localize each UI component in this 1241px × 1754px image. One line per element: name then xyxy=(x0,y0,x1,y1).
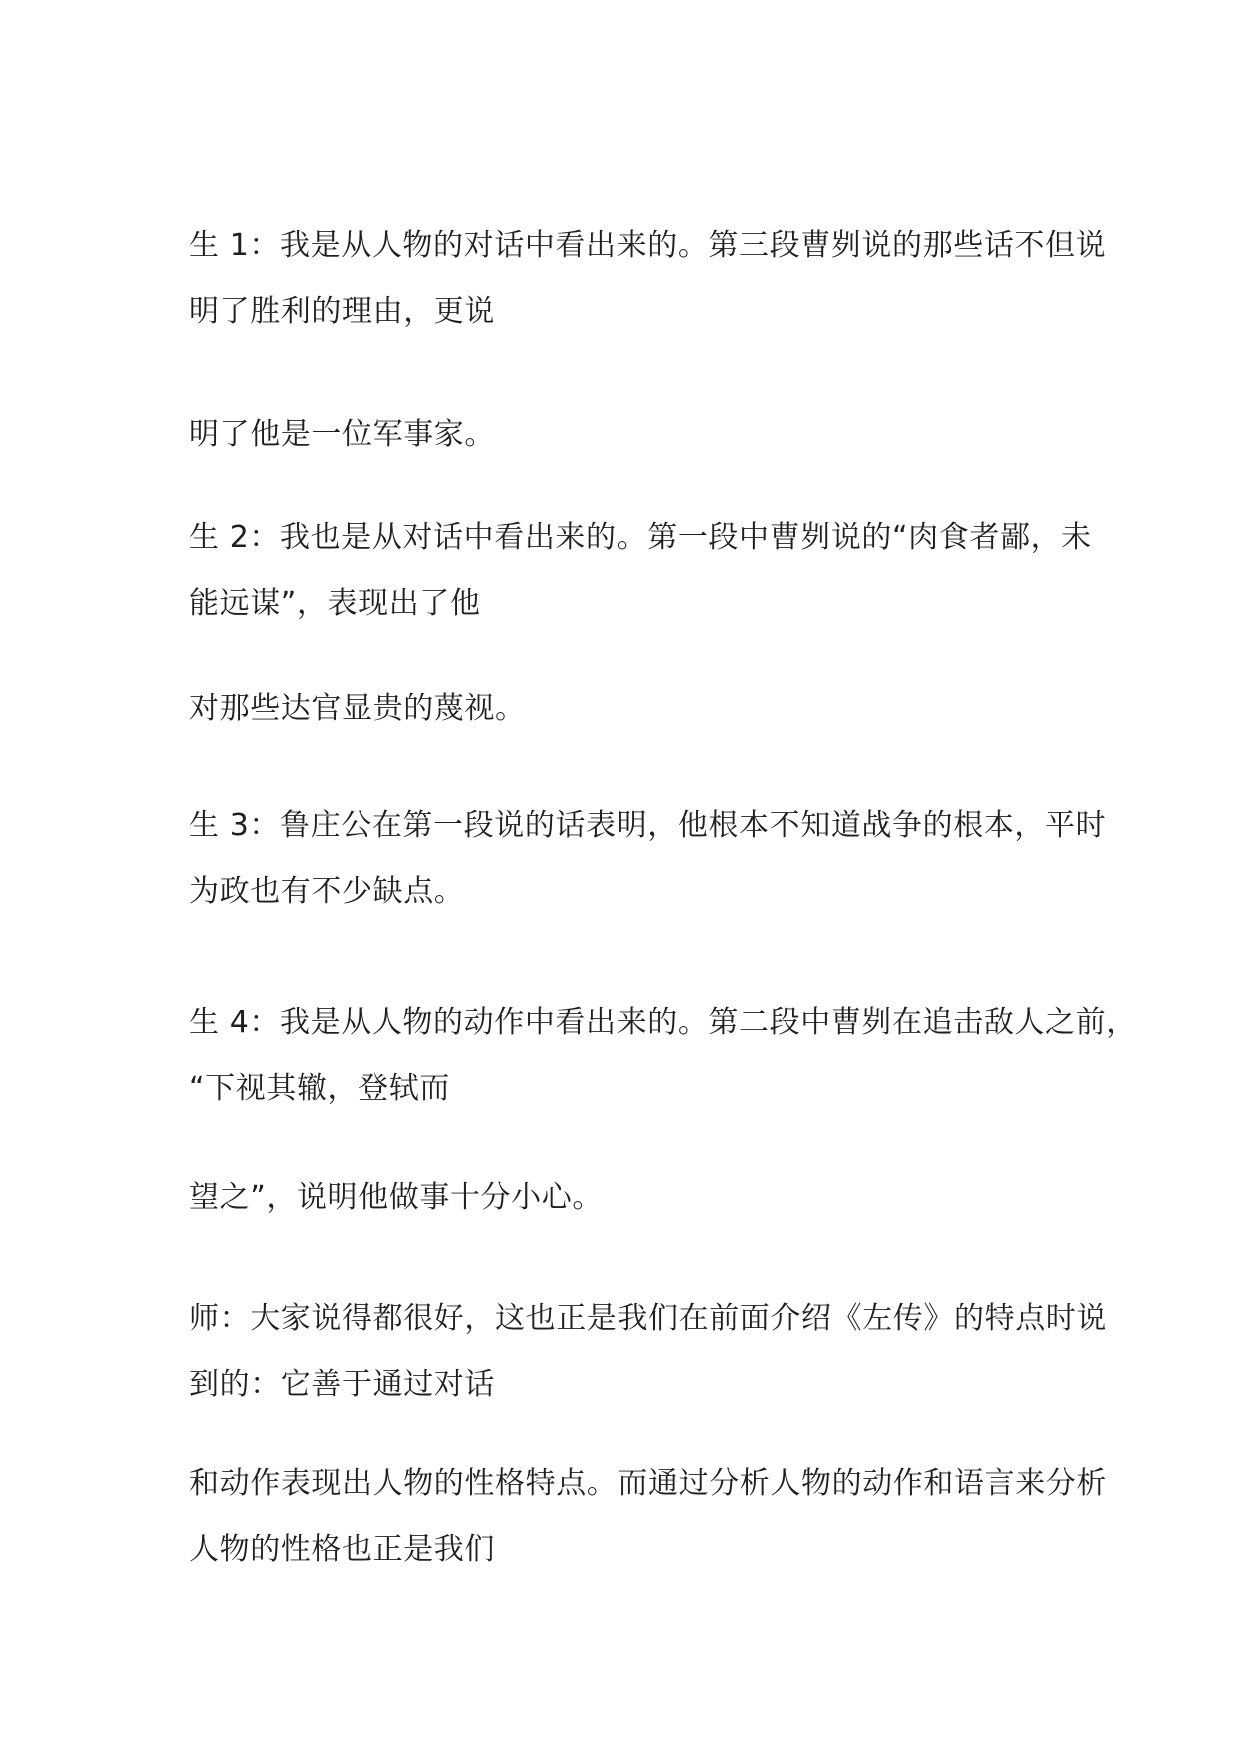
text-line: 到的：它善于通过对话 xyxy=(189,1367,495,1402)
paragraph-teacher-cont xyxy=(189,1451,1107,1583)
text-line: 师：大家说得都很好，这也正是我们在前面介绍《左传》的特点时说 xyxy=(189,1301,1107,1336)
text-line: 生 4：我是从人物的动作中看出来的。第二段中曹刿在追击敌人之前， xyxy=(189,1005,1137,1040)
text-line: 对那些达官显贵的蔑视。 xyxy=(189,691,526,726)
text-line: 明了胜利的理由，更说 xyxy=(189,294,495,329)
text-line: 和动作表现出人物的性格特点。而通过分析人物的动作和语言来分析 xyxy=(189,1466,1107,1501)
paragraph-student-3 xyxy=(189,793,1107,925)
text-line: 为政也有不少缺点。 xyxy=(189,874,465,909)
text-line: 能远谋”，表现出了他 xyxy=(189,586,481,621)
paragraph-student-2 xyxy=(189,505,1092,637)
text-line: “下视其辙，登轼而 xyxy=(189,1071,450,1106)
paragraph-student-2-cont xyxy=(189,676,1069,742)
paragraph-student-4-cont xyxy=(189,1165,1069,1231)
text-line: 生 1：我是从人物的对话中看出来的。第三段曹刿说的那些话不但说 xyxy=(189,228,1107,263)
text-line: 生 2：我也是从对话中看出来的。第一段中曹刿说的“肉食者鄙，未 xyxy=(189,520,1092,555)
paragraph-student-1 xyxy=(189,213,1107,345)
text-line: 生 3：鲁庄公在第一段说的话表明，他根本不知道战争的根本，平时 xyxy=(189,808,1107,843)
text-line: 明了他是一位军事家。 xyxy=(189,417,495,452)
paragraph-student-1-cont xyxy=(189,402,1069,468)
paragraph-student-4 xyxy=(189,990,1137,1122)
text-line: 人物的性格也正是我们 xyxy=(189,1532,495,1567)
paragraph-teacher xyxy=(189,1286,1107,1418)
text-line: 望之”，说明他做事十分小心。 xyxy=(189,1180,603,1215)
